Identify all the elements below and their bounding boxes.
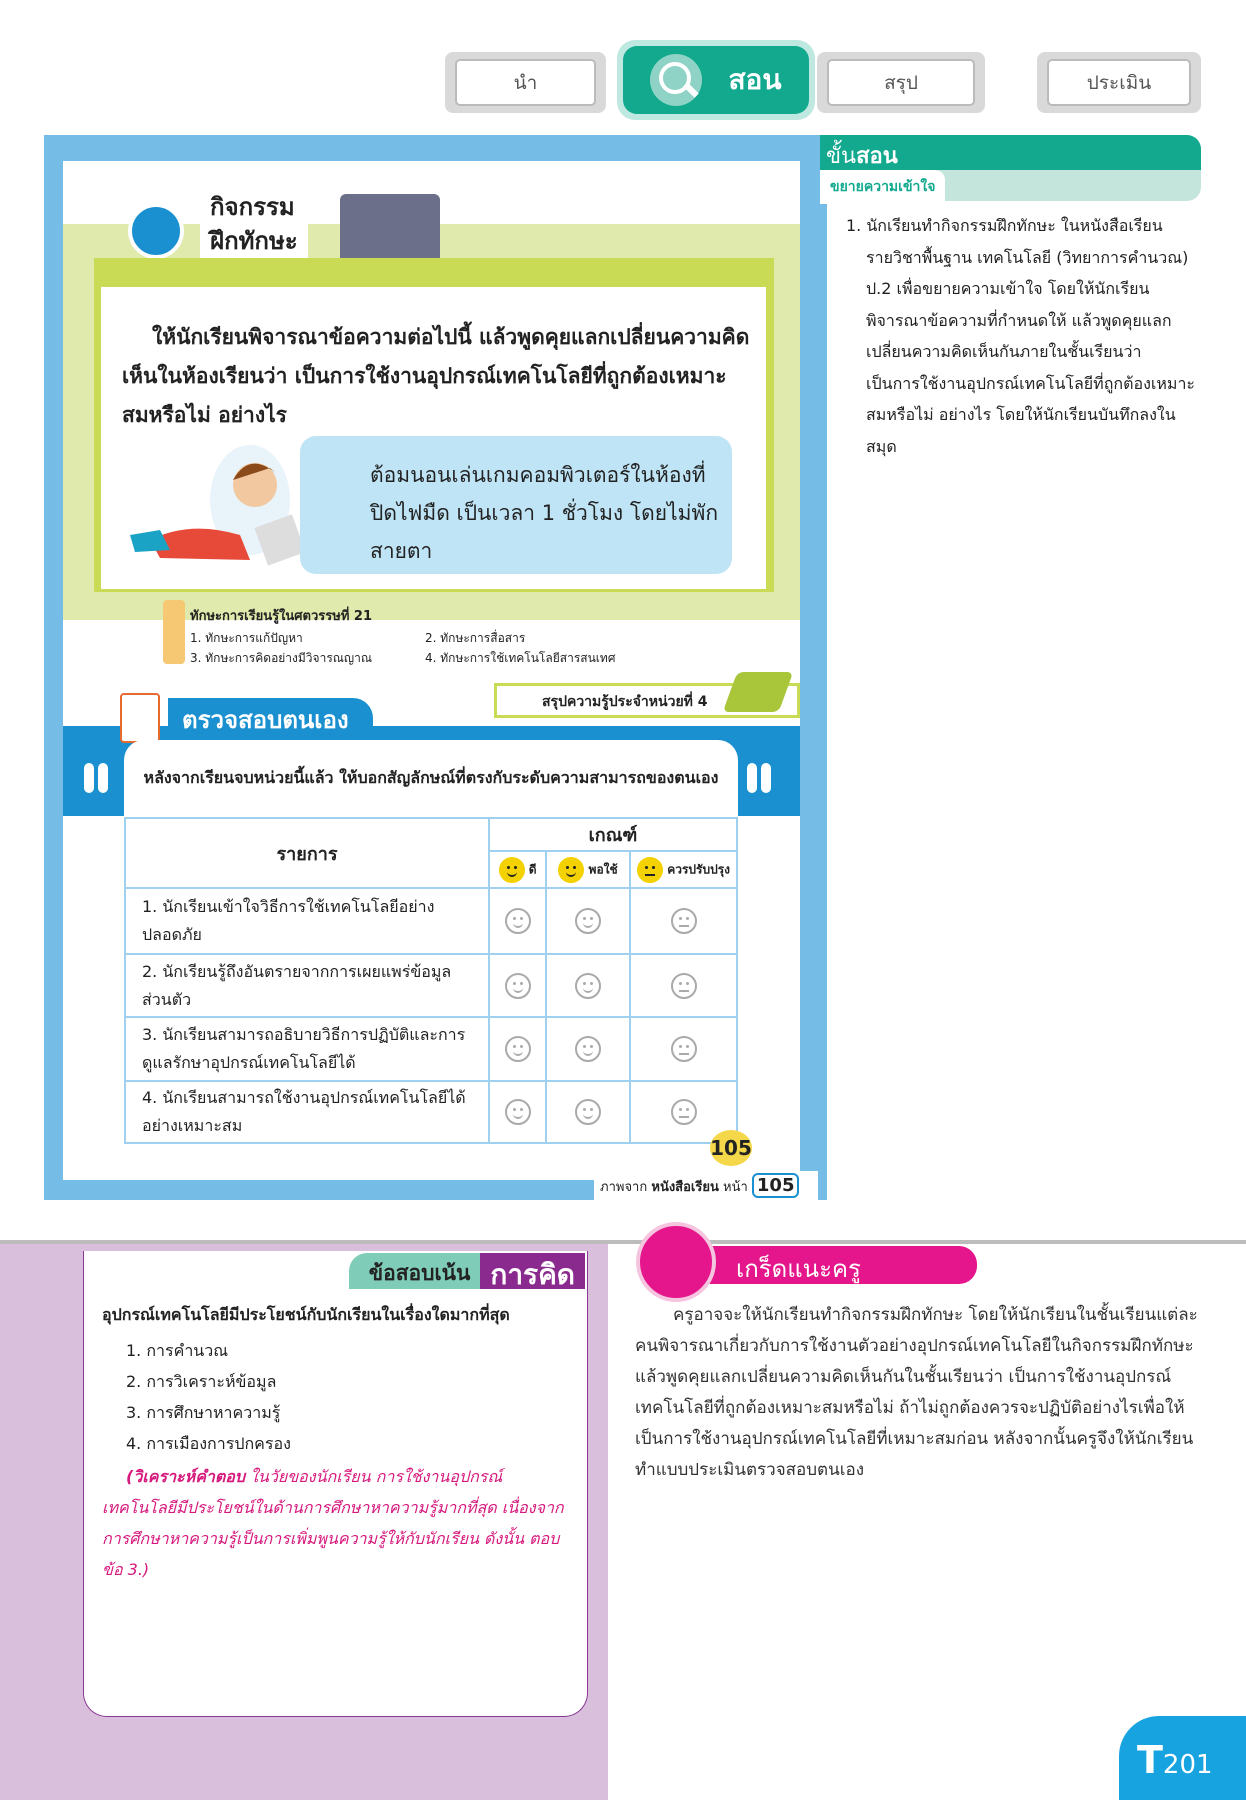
exam-choice: 1. การคำนวณ bbox=[126, 1341, 229, 1360]
magnifier-icon bbox=[650, 54, 702, 106]
exam-choice: 2. การวิเคราะห์ข้อมูล bbox=[126, 1372, 277, 1391]
exam-tag bbox=[349, 1253, 585, 1289]
step-title-b: สอน bbox=[856, 144, 898, 169]
smile-option[interactable] bbox=[575, 908, 601, 934]
self-check-instruction: หลังจากเรียนจบหน่วยนี้แล้ว ให้บอกสัญลักษณ์ที่ตรงกับระดับความสามารถของตนเอง bbox=[124, 740, 738, 816]
table-row bbox=[125, 954, 737, 1017]
pencil-icon bbox=[163, 600, 185, 664]
boy-with-laptop-illustration bbox=[130, 440, 300, 570]
smile-big-option[interactable] bbox=[505, 973, 531, 999]
book-page-number: 105 bbox=[710, 1130, 752, 1166]
table-row bbox=[125, 888, 737, 954]
neutral-option[interactable] bbox=[671, 908, 697, 934]
exam-choices bbox=[126, 1335, 291, 1459]
level-label: พอใช้ bbox=[588, 862, 618, 876]
exam-tag-a: ข้อสอบเน้น bbox=[349, 1253, 481, 1289]
exam-choice: 4. การเมืองการปกครอง bbox=[126, 1434, 291, 1453]
source-page: 105 bbox=[752, 1173, 800, 1198]
skills-title: ทักษะการเรียนรู้ในศตวรรษที่ 21 bbox=[190, 609, 373, 624]
activity-icon bbox=[128, 203, 184, 259]
exam-answer-text: ในวัยของนักเรียน การใช้งานอุปกรณ์เทคโนโลยีมีประโยชน์ในด้านการศึกษาหาความรู้มากที่สุด เนื่องจากการศึกษาหาความรู้เป็นการเพิ่มพูนความรู้ให้กับนักเรียน ดังนั้น ตอบข้อ 3.) bbox=[102, 1467, 564, 1579]
tab-summary-label: สรุป bbox=[827, 59, 975, 106]
quote-mark-right bbox=[747, 763, 757, 793]
row-item: 3. นักเรียนสามารถอธิบายวิธีการปฏิบัติและการดูแลรักษาอุปกรณ์เทคโนโลยีได้ bbox=[125, 1017, 489, 1081]
tip-text: ครูอาจจะให้นักเรียนทำกิจกรรมฝึกทักษะ โดยให้นักเรียนในชั้นเรียนแต่ละคนพิจารณาเกี่ยวกับการใช้งานตัวอย่างอุปกรณ์เทคโนโลยีในกิจกรรมฝึกทักษะ แล้วพูดคุยแลกเปลี่ยนความคิดเห็นกันในชั้นเรียนว่า เป็นการใช้งานอุปกรณ์เทคโนโลยีที่ถูกต้องเหมาะสมหรือไม่ ถ้าไม่ถูกต้องควรจะปฏิบัติอย่างไรเพื่อให้เป็นการใช้งานอุปกรณ์เทคโนโลยีที่เหมาะสมก่อน หลังจากนั้นครูจึงให้นักเรียนทำแบบประเมินตรวจสอบตนเอง bbox=[635, 1305, 1198, 1480]
col-items-header: รายการ bbox=[125, 818, 489, 888]
exam-choice: 3. การศึกษาหาความรู้ bbox=[126, 1403, 281, 1422]
tab-evaluate[interactable] bbox=[1037, 52, 1201, 113]
source-book: หนังสือเรียน bbox=[651, 1180, 719, 1195]
source-prefix: ภาพจาก bbox=[600, 1180, 648, 1195]
row-item: 1. นักเรียนเข้าใจวิธีการใช้เทคโนโลยีอย่างปลอดภัย bbox=[125, 888, 489, 954]
skill-item: 4. ทักษะการใช้เทคโนโลยีสารสนเทศ bbox=[425, 651, 616, 665]
level-improve bbox=[630, 851, 737, 888]
smile-option[interactable] bbox=[575, 1036, 601, 1062]
summary-tag: สรุปความรู้ประจำหน่วยที่ 4 bbox=[497, 686, 797, 715]
neutral-option[interactable] bbox=[671, 973, 697, 999]
smile-big-option[interactable] bbox=[505, 1036, 531, 1062]
quote-mark-left bbox=[84, 763, 94, 793]
page-letter: T bbox=[1137, 1738, 1163, 1782]
source-page-label: หน้า bbox=[723, 1180, 748, 1195]
self-check-table bbox=[124, 817, 738, 1144]
smile-option[interactable] bbox=[575, 973, 601, 999]
step-subheader bbox=[820, 170, 1201, 201]
analysis-icon bbox=[636, 1222, 716, 1302]
tab-evaluate-label: ประเมิน bbox=[1047, 59, 1191, 106]
level-fair bbox=[546, 851, 630, 888]
skill-item: 2. ทักษะการสื่อสาร bbox=[425, 631, 526, 645]
skill-item: 3. ทักษะการคิดอย่างมีวิจารณญาณ bbox=[190, 651, 372, 665]
tab-teach-label: สอน bbox=[728, 63, 782, 96]
exam-question: อุปกรณ์เทคโนโลยีมีประโยชน์กับนักเรียนในเรื่องใดมากที่สุด bbox=[102, 1305, 510, 1324]
row-item: 2. นักเรียนรู้ถึงอันตรายจากการเผยแพร่ข้อมูลส่วนตัว bbox=[125, 954, 489, 1017]
smile-option[interactable] bbox=[575, 1099, 601, 1125]
table-row bbox=[125, 1017, 737, 1081]
step-title-a: ขั้น bbox=[826, 144, 857, 169]
col-criteria-header: เกณฑ์ bbox=[489, 818, 737, 851]
activity-title bbox=[210, 190, 308, 258]
neutral-face-icon bbox=[637, 857, 663, 883]
exam-answer bbox=[102, 1461, 572, 1585]
table-row bbox=[125, 1081, 737, 1143]
smile-big-icon bbox=[499, 857, 525, 883]
activity-prompt: ให้นักเรียนพิจารณาข้อความต่อไปนี้ แล้วพูดคุยแลกเปลี่ยนความคิดเห็นในห้องเรียนว่า เป็นการใช้งานอุปกรณ์เทคโนโลยีที่ถูกต้องเหมาะสมหรือไม่ อย่างไร bbox=[122, 325, 750, 427]
tab-intro-label: นำ bbox=[455, 59, 596, 106]
smile-icon bbox=[558, 857, 584, 883]
tab-teach[interactable] bbox=[617, 40, 815, 120]
neutral-option[interactable] bbox=[671, 1036, 697, 1062]
page-number: 201 bbox=[1162, 1750, 1213, 1780]
step-header bbox=[820, 135, 1201, 170]
tab-summary[interactable] bbox=[817, 52, 985, 113]
scenario-text: ต้อมนอนเล่นเกมคอมพิวเตอร์ในห้องที่ปิดไฟมืด เป็นเวลา 1 ชั่วโมง โดยไม่พักสายตา bbox=[370, 463, 719, 563]
activity-title-1: กิจกรรม bbox=[210, 193, 295, 221]
skill-item: 1. ทักษะการแก้ปัญหา bbox=[190, 631, 303, 645]
row-item: 4. นักเรียนสามารถใช้งานอุปกรณ์เทคโนโลยีได้อย่างเหมาะสม bbox=[125, 1081, 489, 1143]
self-check-title: ตรวจสอบตนเอง bbox=[168, 698, 373, 738]
step-subtitle: ขยายความเข้าใจ bbox=[820, 170, 945, 204]
exam-card bbox=[83, 1251, 588, 1717]
step-text: 1. นักเรียนทำกิจกรรมฝึกทักษะ ในหนังสือเรียนรายวิชาพื้นฐาน เทคโนโลยี (วิทยาการคำนวณ) ป.2 เพื่อขยายความเข้าใจ โดยให้นักเรียนพิจารณาข้อความที่กำหนดให้ แล้วพูดคุยแลกเปลี่ยนความคิดเห็นกันภายในชั้นเรียนว่า เป็นการใช้งานอุปกรณ์เทคโนโลยีที่ถูกต้องเหมาะสมหรือไม่ อย่างไร โดยให้นักเรียนบันทึกลงในสมุด bbox=[846, 216, 1196, 456]
exam-answer-label: (วิเคราะห์คำตอบ bbox=[126, 1467, 246, 1486]
smile-big-option[interactable] bbox=[505, 1099, 531, 1125]
tip-title: เกร็ดแนะครู bbox=[650, 1246, 977, 1284]
activity-title-2: ฝึกทักษะ bbox=[200, 224, 308, 258]
exam-tag-b: การคิด bbox=[480, 1253, 585, 1289]
image-source bbox=[594, 1171, 818, 1200]
page-badge bbox=[1119, 1716, 1246, 1800]
level-label: ดี bbox=[528, 862, 537, 876]
smile-big-option[interactable] bbox=[505, 908, 531, 934]
level-label: ควรปรับปรุง bbox=[667, 862, 730, 876]
tab-intro[interactable] bbox=[445, 52, 606, 113]
level-good bbox=[489, 851, 546, 888]
scenario-bubble bbox=[300, 436, 732, 574]
checklist-icon bbox=[120, 693, 160, 743]
skills-list bbox=[190, 627, 670, 669]
neutral-option[interactable] bbox=[671, 1099, 697, 1125]
